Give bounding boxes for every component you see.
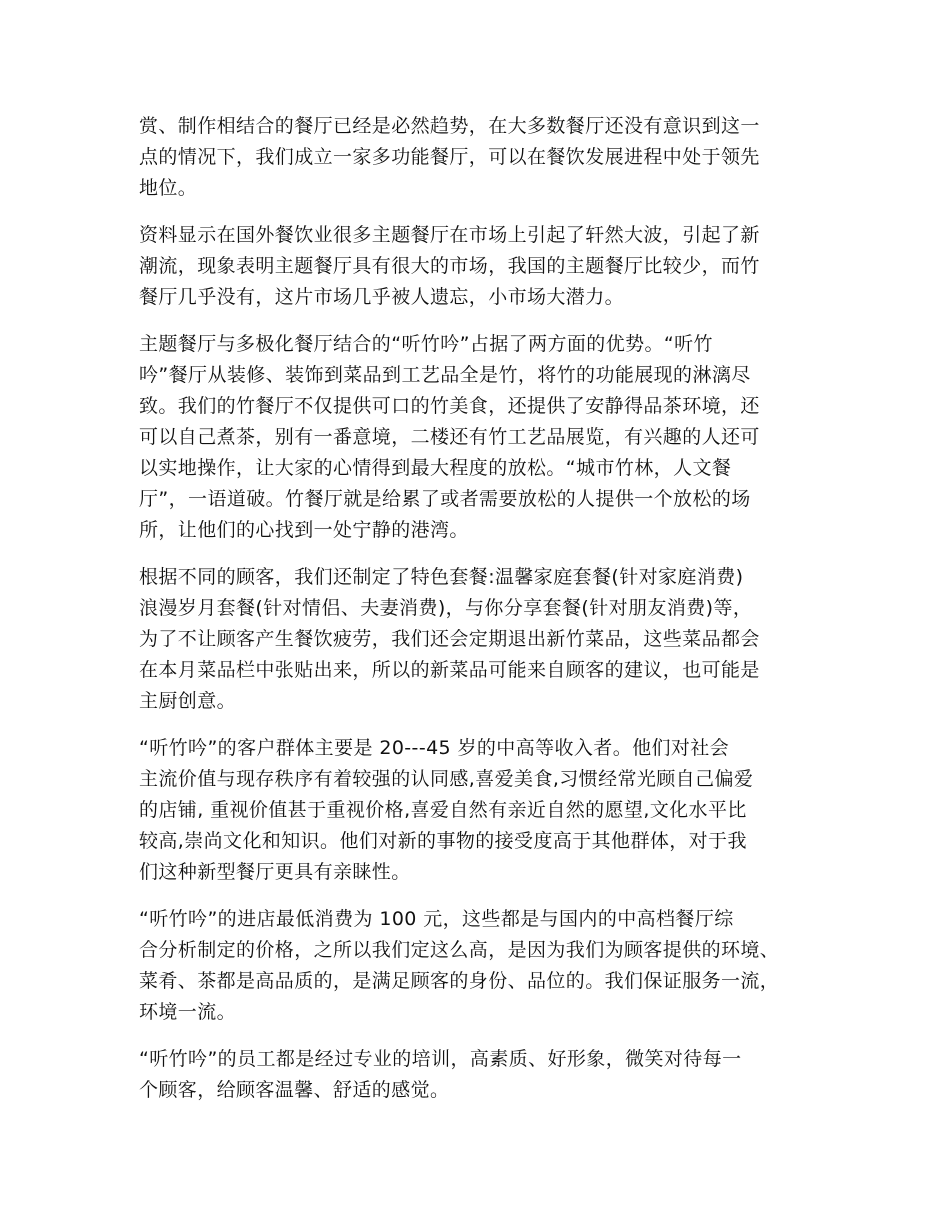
- text-line: “听竹吟”的员工都是经过专业的培训，高素质、好形象，微笑对待每一: [139, 1048, 742, 1070]
- text-line: 餐厅几乎没有，这片市场几乎被人遗忘，小市场大潜力。: [139, 286, 625, 308]
- text-line: 吟”餐厅从装修、装饰到菜品到工艺品全是竹，将竹的功能展现的淋漓尽: [139, 364, 751, 386]
- text-line: 可以自己煮茶，别有一番意境，二楼还有竹工艺品展览，有兴趣的人还可: [139, 426, 760, 448]
- text-line: 在本月菜品栏中张贴出来，所以的新菜品可能来自顾客的建议，也可能是: [139, 659, 760, 681]
- paragraph-5: [139, 733, 829, 888]
- paragraph-4: [139, 562, 829, 717]
- paragraph-3: [139, 329, 829, 546]
- text-line: 环境一流。: [139, 1001, 237, 1023]
- text-line: 所，让他们的心找到一处宁静的港湾。: [139, 519, 469, 541]
- text-line: 以实地操作，让大家的心情得到最大程度的放松。“城市竹林，人文餐: [139, 457, 732, 479]
- text-line: 们这种新型餐厅更具有亲睐性。: [139, 861, 411, 883]
- text-line: 主流价值与现存秩序有着较强的认同感,喜爱美食,习惯经常光顾自己偏爱: [139, 768, 754, 790]
- text-line: “听竹吟”的进店最低消费为 100 元，这些都是与国内的中高档餐厅综: [139, 908, 734, 930]
- text-line: 菜肴、茶都是高品质的，是满足顾客的身份、品位的。我们保证服务一流，: [139, 970, 780, 992]
- text-line: 主厨创意。: [139, 690, 237, 712]
- text-line: 厅”，一语道破。竹餐厅就是给累了或者需要放松的人提供一个放松的场: [139, 488, 751, 510]
- text-line: 赏、制作相结合的餐厅已经是必然趋势，在大多数餐厅还没有意识到这一: [139, 115, 760, 137]
- text-line: 个顾客，给顾客温馨、舒适的感觉。: [139, 1079, 450, 1101]
- text-line: 较高,崇尚文化和知识。他们对新的事物的接受度高于其他群体，对于我: [139, 830, 747, 852]
- document-page: [139, 111, 829, 1122]
- text-line: 致。我们的竹餐厅不仅提供可口的竹美食，还提供了安静得品茶环境，还: [139, 395, 760, 417]
- text-line: 点的情况下，我们成立一家多功能餐厅，可以在餐饮发展进程中处于领先: [139, 146, 760, 168]
- text-line: 的店铺, 重视价值甚于重视价格,喜爱自然有亲近自然的愿望,文化水平比: [139, 799, 747, 821]
- text-line: 资料显示在国外餐饮业很多主题餐厅在市场上引起了轩然大波，引起了新: [139, 224, 760, 246]
- text-line: “听竹吟”的客户群体主要是 20---45 岁的中高等收入者。他们对社会: [139, 737, 730, 759]
- paragraph-1: [139, 111, 829, 204]
- paragraph-6: [139, 904, 829, 1028]
- text-line: 浪漫岁月套餐(针对情侣、夫妻消费)，与你分享套餐(针对朋友消费)等，: [139, 597, 753, 619]
- text-line: 为了不让顾客产生餐饮疲劳，我们还会定期退出新竹菜品，这些菜品都会: [139, 628, 760, 650]
- text-line: 潮流，现象表明主题餐厅具有很大的市场，我国的主题餐厅比较少，而竹: [139, 255, 760, 277]
- paragraph-7: [139, 1044, 829, 1106]
- paragraph-2: [139, 220, 829, 313]
- text-line: 根据不同的顾客，我们还制定了特色套餐:温馨家庭套餐(针对家庭消费): [139, 566, 744, 588]
- text-line: 主题餐厅与多极化餐厅结合的“听竹吟”占据了两方面的优势。“听竹: [139, 333, 713, 355]
- text-line: 合分析制定的价格，之所以我们定这么高，是因为我们为顾客提供的环境、: [139, 939, 780, 961]
- text-line: 地位。: [139, 177, 198, 199]
